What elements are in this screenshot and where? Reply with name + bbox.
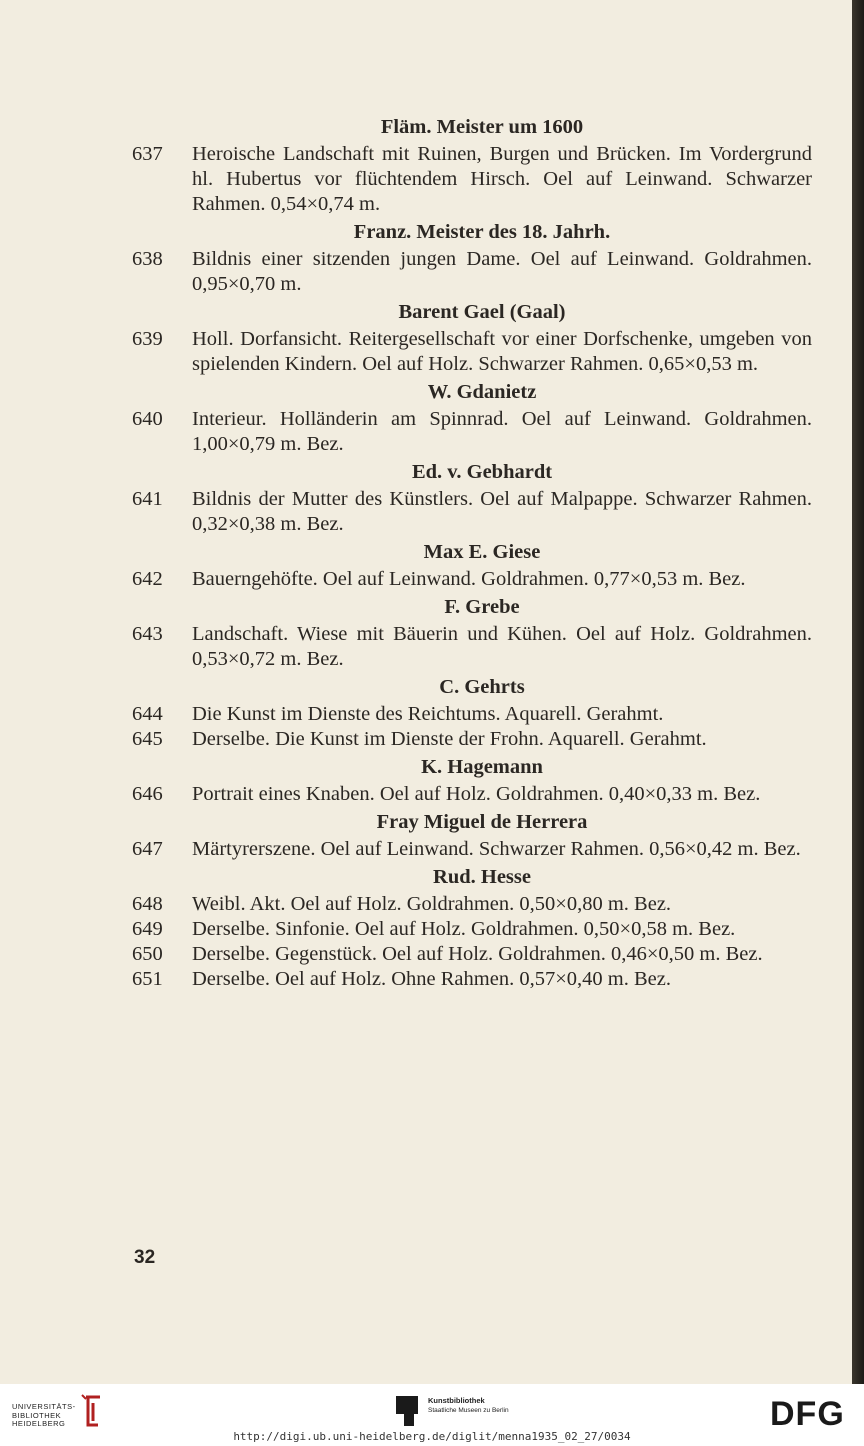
artist-heading: K. Hagemann <box>421 756 543 778</box>
catalog-entry <box>132 622 812 672</box>
catalog-entry <box>132 837 812 862</box>
catalog-content <box>132 112 812 992</box>
catalog-entry <box>132 892 812 917</box>
entry-number: 650 <box>132 943 163 965</box>
entry-text: Bauerngehöfte. Oel auf Leinwand. Goldrahmen. 0,77×0,53 m. Bez. <box>192 568 746 590</box>
catalog-entry <box>132 942 812 967</box>
artist-heading: W. Gdanietz <box>427 381 537 403</box>
entry-text: Weibl. Akt. Oel auf Holz. Goldrahmen. 0,50×0,80 m. Bez. <box>192 893 672 915</box>
entry-number: 642 <box>132 568 163 590</box>
artist-heading: Franz. Meister des 18. Jahrh. <box>353 221 611 243</box>
entry-text: Landschaft. Wiese mit Bäuerin und Kühen. Oel auf Holz. Goldrahmen. 0,53×0,72 m. Bez. <box>192 623 812 670</box>
entry-text: Märtyrerszene. Oel auf Leinwand. Schwarzer Rahmen. 0,56×0,42 m. Bez. <box>192 838 801 860</box>
entry-number: 645 <box>132 728 163 750</box>
entry-number: 637 <box>132 143 163 165</box>
artist-heading: F. Grebe <box>444 596 520 618</box>
catalog-entry <box>132 247 812 297</box>
artist-heading: Rud. Hesse <box>433 866 531 888</box>
entry-number: 644 <box>132 703 163 725</box>
university-line-2: BIBLIOTHEK <box>12 1410 62 1420</box>
university-line-3: HEIDELBERG <box>12 1419 66 1428</box>
university-library-text <box>12 1403 76 1429</box>
artist-heading: C. Gehrts <box>439 676 525 698</box>
entry-text: Derselbe. Oel auf Holz. Ohne Rahmen. 0,57×0,40 m. Bez. <box>192 968 671 990</box>
entry-text: Derselbe. Gegenstück. Oel auf Holz. Goldrahmen. 0,46×0,50 m. Bez. <box>192 943 763 965</box>
entry-number: 649 <box>132 918 163 940</box>
kunstbibliothek-subtitle: Staatliche Museen zu Berlin <box>428 1407 509 1414</box>
catalog-entry <box>132 142 812 217</box>
page-number: 32 <box>134 1247 156 1268</box>
entry-text: Bildnis einer sitzenden jungen Dame. Oel auf Leinwand. Goldrahmen. 0,95×0,70 m. <box>192 248 812 295</box>
catalog-entry <box>132 782 812 807</box>
artist-heading: Barent Gael (Gaal) <box>398 301 566 323</box>
catalog-entry <box>132 327 812 377</box>
entry-text: Heroische Landschaft mit Ruinen, Burgen und Brücken. Im Vordergrund hl. Hubertus vor flüchtendem Hirsch. Oel auf Leinwand. Schwarzer Rahmen. 0,54×0,74 m. <box>192 143 812 215</box>
kunstbibliothek-logo-icon <box>396 1396 422 1426</box>
entry-text: Derselbe. Sinfonie. Oel auf Holz. Goldrahmen. 0,50×0,58 m. Bez. <box>192 918 736 940</box>
entry-number: 648 <box>132 893 163 915</box>
catalog-entry <box>132 967 812 992</box>
entry-text: Die Kunst im Dienste des Reichtums. Aquarell. Gerahmt. <box>192 703 664 725</box>
catalog-entry <box>132 727 812 752</box>
catalog-entry <box>132 702 812 727</box>
catalog-entry <box>132 567 812 592</box>
university-logo-icon <box>80 1393 104 1429</box>
entry-number: 646 <box>132 783 163 805</box>
page-edge <box>852 0 864 1384</box>
artist-heading: Fray Miguel de Herrera <box>376 811 588 833</box>
artist-heading: Max E. Giese <box>423 541 541 563</box>
entry-number: 647 <box>132 838 163 860</box>
source-url[interactable]: http://digi.ub.uni-heidelberg.de/diglit/menna1935_02_27/0034 <box>233 1430 631 1443</box>
kunstbibliothek-text <box>428 1396 509 1416</box>
entry-text: Derselbe. Die Kunst im Dienste der Frohn. Aquarell. Gerahmt. <box>192 728 707 750</box>
catalog-entry <box>132 407 812 457</box>
entry-number: 651 <box>132 968 163 990</box>
kunstbibliothek-title: Kunstbibliothek <box>428 1396 485 1405</box>
catalog-entry <box>132 917 812 942</box>
catalog-entry <box>132 487 812 537</box>
artist-heading: Fläm. Meister um 1600 <box>380 116 584 138</box>
dfg-logo: DFG <box>770 1395 845 1433</box>
entry-number: 639 <box>132 328 163 350</box>
entry-text: Holl. Dorfansicht. Reitergesellschaft vor einer Dorfschenke, umgeben von spielenden Kindern. Oel auf Holz. Schwarzer Rahmen. 0,65×0,53 m. <box>192 328 812 375</box>
entry-text: Bildnis der Mutter des Künstlers. Oel auf Malpappe. Schwarzer Rahmen. 0,32×0,38 m. Bez. <box>192 488 812 535</box>
entry-number: 643 <box>132 623 163 645</box>
university-line-1: UNIVERSITÄTS- <box>12 1402 76 1411</box>
entry-number: 640 <box>132 408 163 430</box>
entry-number: 641 <box>132 488 163 510</box>
entry-text: Interieur. Holländerin am Spinnrad. Oel auf Leinwand. Goldrahmen. 1,00×0,79 m. Bez. <box>192 408 812 455</box>
artist-heading: Ed. v. Gebhardt <box>411 461 553 483</box>
entry-number: 638 <box>132 248 163 270</box>
entry-text: Portrait eines Knaben. Oel auf Holz. Goldrahmen. 0,40×0,33 m. Bez. <box>192 783 761 805</box>
